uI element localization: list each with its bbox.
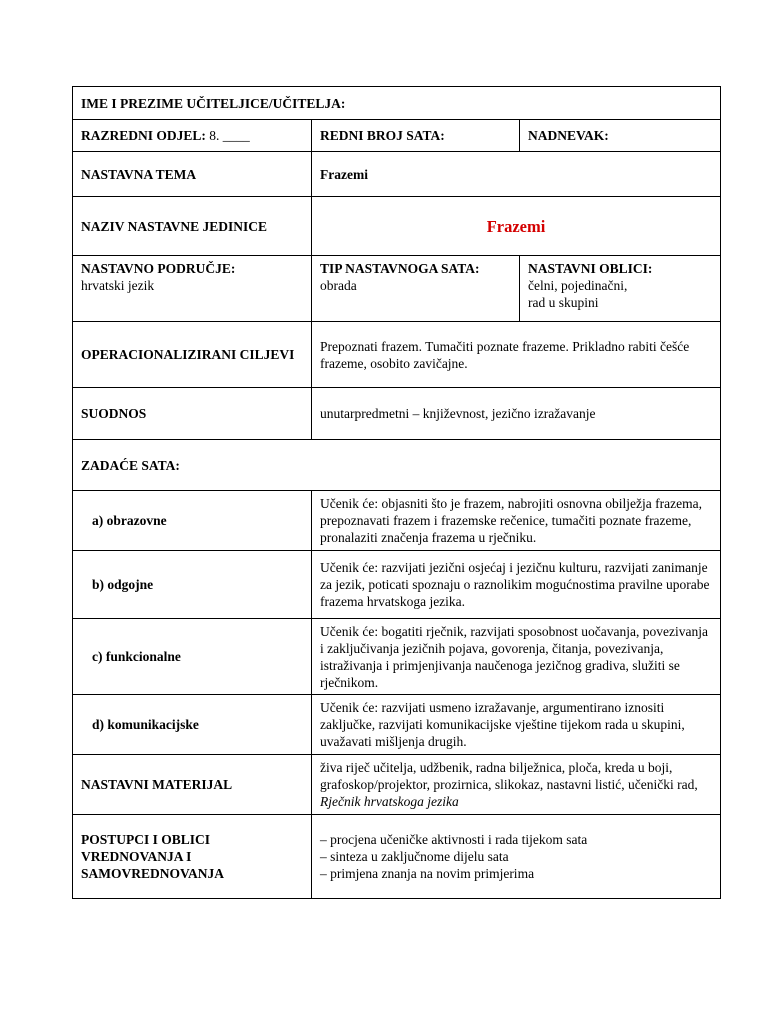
class-row <box>73 120 721 152</box>
materials-value: živa riječ učitelja, udžbenik, radna bilježnica, ploča, kreda u boji, grafoskop/projektor, prozirnica, slikokaz, nastavni listić, učenički rad, <box>320 760 698 792</box>
unit-label: NAZIV NASTAVNE JEDINICE <box>73 197 312 256</box>
task-label-functional: c) funkcionalne <box>73 619 312 695</box>
lesson-type-label: TIP NASTAVNOGA SATA: <box>320 261 480 276</box>
materials-row <box>73 755 721 815</box>
task-value-upbringing: Učenik će: razvijati jezični osjećaj i jezičnu kulturu, razvijati zanimanje za jezik, poticati spoznaju o raznolikim mogućnostima pravilne uporabe frazema hrvatskoga jezika. <box>312 551 721 619</box>
lesson-type-value: obrada <box>320 278 357 293</box>
task-label-communication: d) komunikacijske <box>73 695 312 755</box>
task-row <box>73 551 721 619</box>
class-value: 8. ____ <box>205 128 250 143</box>
goals-row <box>73 322 721 388</box>
materials-dictionary: Rječnik hrvatskoga jezika <box>320 794 459 809</box>
forms-label: NASTAVNI OBLICI: <box>528 261 653 276</box>
evaluation-cell <box>312 815 721 899</box>
task-row <box>73 619 721 695</box>
task-row <box>73 491 721 551</box>
correlation-label: SUODNOS <box>73 388 312 440</box>
materials-label: NASTAVNI MATERIJAL <box>73 755 312 815</box>
correlation-row <box>73 388 721 440</box>
lesson-type-cell <box>312 256 520 322</box>
task-label-educational: a) obrazovne <box>73 491 312 551</box>
area-value: hrvatski jezik <box>81 278 155 293</box>
unit-title: Frazemi <box>312 197 721 256</box>
task-value-communication: Učenik će: razvijati usmeno izražavanje, argumentirano iznositi zaključke, razvijati komunikacijske vještine tijekom rada u skupini, uvažavati mišljenja drugih. <box>312 695 721 755</box>
evaluation-item: – primjena znanja na novim primjerima <box>320 866 535 881</box>
class-cell <box>73 120 312 152</box>
forms-line-1: čelni, pojedinačni, <box>528 278 628 293</box>
date-label: NADNEVAK: <box>520 120 721 152</box>
tasks-label: ZADAĆE SATA: <box>73 440 721 491</box>
forms-line-2: rad u skupini <box>528 295 599 310</box>
materials-cell <box>312 755 721 815</box>
topic-label: NASTAVNA TEMA <box>73 152 312 197</box>
topic-row <box>73 152 721 197</box>
task-value-educational: Učenik će: objasniti što je frazem, nabrojiti osnovna obilježja frazema, prepoznavati frazem i frazemske rečenice, tumačiti poznate frazeme, pronalaziti značenja frazema u rječniku. <box>312 491 721 551</box>
topic-value: Frazemi <box>312 152 721 197</box>
forms-cell <box>520 256 721 322</box>
class-label: RAZREDNI ODJEL: <box>81 128 206 143</box>
area-cell <box>73 256 312 322</box>
teacher-row <box>73 87 721 120</box>
evaluation-item: – procjena učeničke aktivnosti i rada tijekom sata <box>320 832 588 847</box>
correlation-value: unutarpredmetni – književnost, jezično izražavanje <box>312 388 721 440</box>
lesson-number-label: REDNI BROJ SATA: <box>312 120 520 152</box>
goals-label: OPERACIONALIZIRANI CILJEVI <box>73 322 312 388</box>
unit-row <box>73 197 721 256</box>
area-row <box>73 256 721 322</box>
evaluation-item: – sinteza u zaključnome dijelu sata <box>320 849 509 864</box>
task-value-functional: Učenik će: bogatiti rječnik, razvijati sposobnost uočavanja, povezivanja i zaključivanja jezičnih pojava, govorenja, čitanja, povezivanja, istraživanja i primjenjivanja naučenoga jezičnog gradiva, služiti se rječnikom. <box>312 619 721 695</box>
evaluation-row <box>73 815 721 899</box>
task-label-upbringing: b) odgojne <box>73 551 312 619</box>
area-label: NASTAVNO PODRUČJE: <box>81 261 236 276</box>
lesson-plan-table <box>72 86 721 899</box>
evaluation-label: POSTUPCI I OBLICI VREDNOVANJA I SAMOVREDNOVANJA <box>73 815 312 899</box>
goals-value: Prepoznati frazem. Tumačiti poznate frazeme. Prikladno rabiti češće frazeme, osobito zavičajne. <box>312 322 721 388</box>
task-row <box>73 695 721 755</box>
teacher-label: IME I PREZIME UČITELJICE/UČITELJA: <box>73 87 721 120</box>
tasks-header-row <box>73 440 721 491</box>
